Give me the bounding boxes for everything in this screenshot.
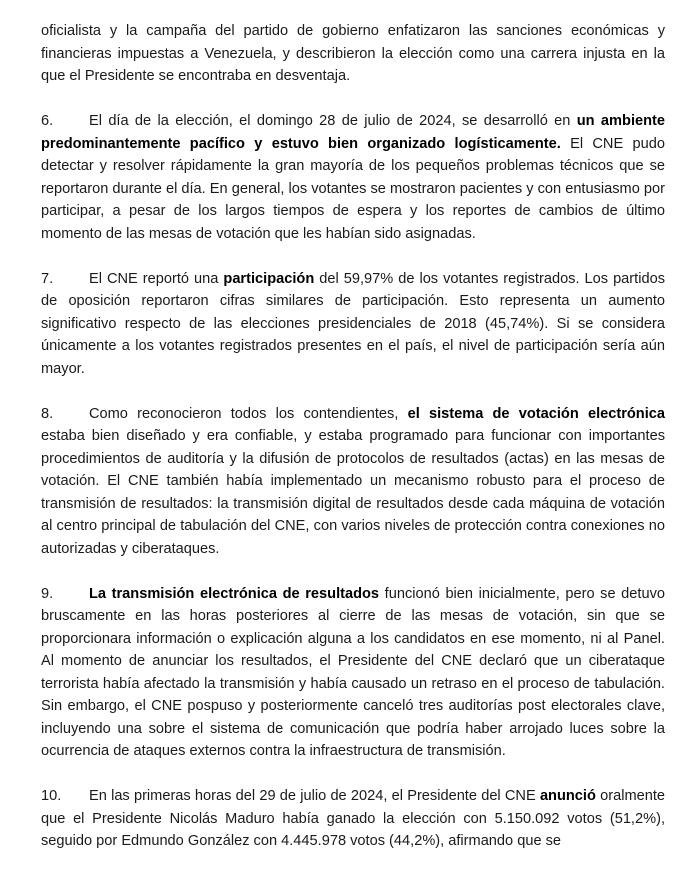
paragraph-text: En las primeras horas del 29 de julio de 2024, el Presidente del CNE	[89, 788, 540, 804]
paragraph-6	[41, 110, 665, 245]
paragraph-emphasis: un ambiente predominantemente pacífico y estuvo bien organizado logísticamente.	[41, 113, 665, 152]
paragraph-number: 7.	[41, 270, 54, 287]
paragraph-text: oficialista y la campaña del partido de gobierno enfatizaron las sanciones económicas y financieras impuestas a Venezuela, y describieron la elección como una carrera injusta en la que el Presidente se encontraba en desventaja.	[41, 23, 665, 84]
paragraph-emphasis: participación	[223, 270, 315, 287]
paragraph-number: 8.	[41, 405, 54, 422]
paragraph-text: estaba bien diseñado y era confiable, y estaba programado para funcionar con importantes procedimientos de auditoría y la difusión de protocolos de resultados (actas) en las mesas de votación. El CNE también había implementado un mecanismo robusto para el proceso de transmisión de resultados: la transmisión digital de resultados desde cada máquina de votación al centro principal de tabulación del CNE, con varios niveles de protección contra conexiones no autorizadas y ciberataques.	[41, 428, 665, 557]
paragraph-emphasis: La transmisión electrónica de resultados	[89, 585, 380, 602]
paragraph-emphasis: anunció	[539, 788, 596, 804]
paragraph-10	[41, 785, 665, 853]
document-page	[41, 20, 665, 875]
paragraph-continuation	[41, 20, 665, 88]
paragraph-9	[41, 583, 665, 763]
paragraph-text: El CNE pudo detectar y resolver rápidamente la gran mayoría de los pequeños problemas técnicos que se reportaron durante el día. En general, los votantes se mostraron pacientes y con entusiasmo por participar, a pesar de los largos tiempos de espera y los reportes de cambios de último momento de las mesas de votación que les habían sido asignadas.	[41, 135, 665, 242]
paragraph-text: El CNE reportó una	[89, 270, 224, 287]
paragraph-7	[41, 268, 665, 381]
paragraph-text: El día de la elección, el domingo 28 de julio de 2024, se desarrolló en	[89, 113, 577, 129]
paragraph-number: 9.	[41, 585, 54, 602]
paragraph-emphasis: el sistema de votación electrónica	[407, 405, 666, 422]
paragraph-text: funcionó bien inicialmente, pero se detuvo bruscamente en las horas posteriores al cierre de las mesas de votación, sin que se proporcionara información o explicación alguna a los candidatos en ese momento, ni al Panel. Al momento de anunciar los resultados, el Presidente del CNE declaró que un ciberataque terrorista había afectado la transmisión y había causado un retraso en el proceso de tabulación. Sin embargo, el CNE pospuso y posteriormente canceló tres auditorías post electorales clave, incluyendo una sobre el sistema de comunicación que podría haber arrojado luces sobre la ocurrencia de ataques externos contra la infraestructura de transmisión.	[41, 585, 666, 759]
paragraph-text: oralmente que el Presidente Nicolás Maduro había ganado la elección con 5.150.092 votos (51,2%), seguido por Edmundo González con 4.445.978 votos (44,2%), afirmando que se	[41, 788, 666, 849]
paragraph-number: 10.	[41, 788, 62, 804]
paragraph-number: 6.	[41, 113, 54, 129]
paragraph-8	[41, 403, 665, 561]
paragraph-text: del 59,97% de los votantes registrados. Los partidos de oposición reportaron cifras similares de participación. Esto representa un aumento significativo respecto de las elecciones presidenciales de 2018 (45,74%). Si se considera únicamente a los votantes registrados presentes en el país, el nivel de participación sería aún mayor.	[41, 270, 665, 377]
paragraph-text: Como reconocieron todos los contendientes,	[89, 405, 408, 422]
